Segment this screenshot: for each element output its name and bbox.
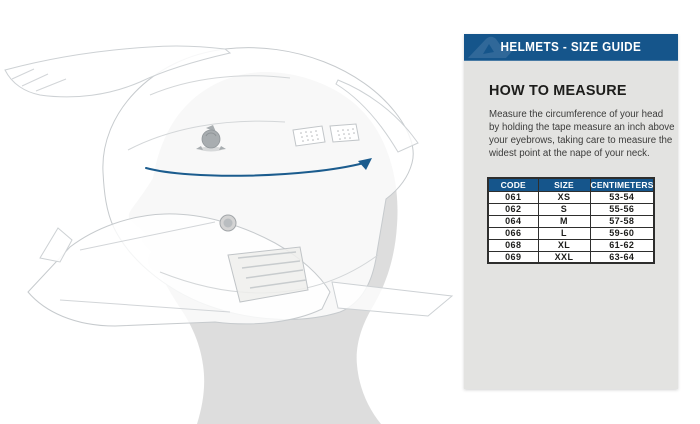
cell-size: L — [538, 227, 590, 239]
panel-header — [464, 34, 678, 61]
instruction-line: Measure the circumference of your head — [489, 109, 664, 120]
instruction-line: your eyebrows, taking care to measure the — [489, 135, 673, 146]
cell-centimeters: 61-62 — [590, 239, 654, 251]
table-row — [488, 227, 654, 239]
cell-code: 069 — [488, 251, 538, 263]
cell-centimeters: 55-56 — [590, 203, 654, 215]
instruction-line: by holding the tape measure an inch above — [489, 122, 675, 133]
panel-body — [464, 61, 678, 389]
visor-pivot-port — [220, 215, 236, 231]
table-row — [488, 251, 654, 263]
panel-title: HELMETS - SIZE GUIDE — [500, 40, 642, 54]
instruction-line: widest point at the nape of your neck. — [489, 148, 650, 159]
cell-centimeters: 57-58 — [590, 215, 654, 227]
cell-centimeters: 53-54 — [590, 191, 654, 203]
table-row — [488, 203, 654, 215]
size-table-header-row — [488, 178, 654, 191]
measure-instructions — [489, 108, 675, 160]
table-row — [488, 239, 654, 251]
cell-centimeters: 59-60 — [590, 227, 654, 239]
cell-size: XXL — [538, 251, 590, 263]
cell-code: 064 — [488, 215, 538, 227]
col-header-centimeters: CENTIMETERS — [590, 179, 654, 190]
cell-size: M — [538, 215, 590, 227]
cell-centimeters: 63-64 — [590, 251, 654, 263]
size-table — [487, 177, 655, 264]
cell-code: 062 — [488, 203, 538, 215]
col-header-size: SIZE — [538, 178, 590, 191]
cell-code: 066 — [488, 227, 538, 239]
cell-size: XL — [538, 239, 590, 251]
cell-code: 068 — [488, 239, 538, 251]
table-row — [488, 191, 654, 203]
size-guide-panel — [464, 34, 678, 389]
section-title: HOW TO MEASURE — [489, 82, 627, 99]
col-header-code: CODE — [488, 178, 538, 191]
cell-code: 061 — [488, 191, 538, 203]
table-row — [488, 215, 654, 227]
cell-size: XS — [538, 191, 590, 203]
cell-size: S — [538, 203, 590, 215]
